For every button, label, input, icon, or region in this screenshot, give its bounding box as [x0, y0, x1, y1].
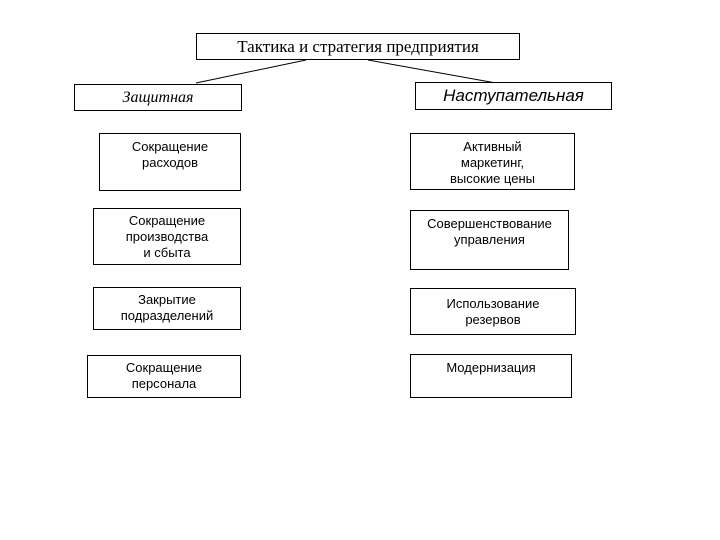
defensive-item-3: [93, 287, 241, 330]
defensive-heading-box: [74, 84, 242, 111]
offensive-item-1: [410, 133, 575, 190]
connector-right: [368, 60, 496, 83]
offensive-item-1-label: Активный маркетинг, высокие цены: [450, 139, 535, 186]
defensive-item-1: [99, 133, 241, 191]
diagram-title: Тактика и стратегия предприятия: [237, 36, 479, 56]
offensive-heading: Наступательная: [443, 86, 584, 105]
offensive-item-3-label: Использование резервов: [446, 296, 540, 327]
defensive-item-3-label: Закрытие подразделений: [120, 292, 214, 323]
offensive-heading-box: [415, 82, 612, 110]
offensive-item-4-label: Модернизация: [446, 360, 536, 375]
defensive-item-2-label: Сокращение производства и сбыта: [125, 212, 209, 260]
offensive-item-3: [410, 288, 576, 335]
offensive-item-4: [410, 354, 572, 398]
defensive-item-4-label: Сокращение персонала: [125, 360, 203, 391]
defensive-item-1-label: Сокращение расходов: [131, 139, 209, 170]
title-box: [196, 33, 520, 60]
defensive-heading: Защитная: [122, 88, 194, 106]
defensive-item-2: [93, 208, 241, 265]
connector-left: [196, 60, 306, 83]
offensive-item-2-label: Совершенствование управления: [427, 216, 552, 247]
defensive-item-4: [87, 355, 241, 398]
offensive-item-2: [410, 210, 569, 270]
